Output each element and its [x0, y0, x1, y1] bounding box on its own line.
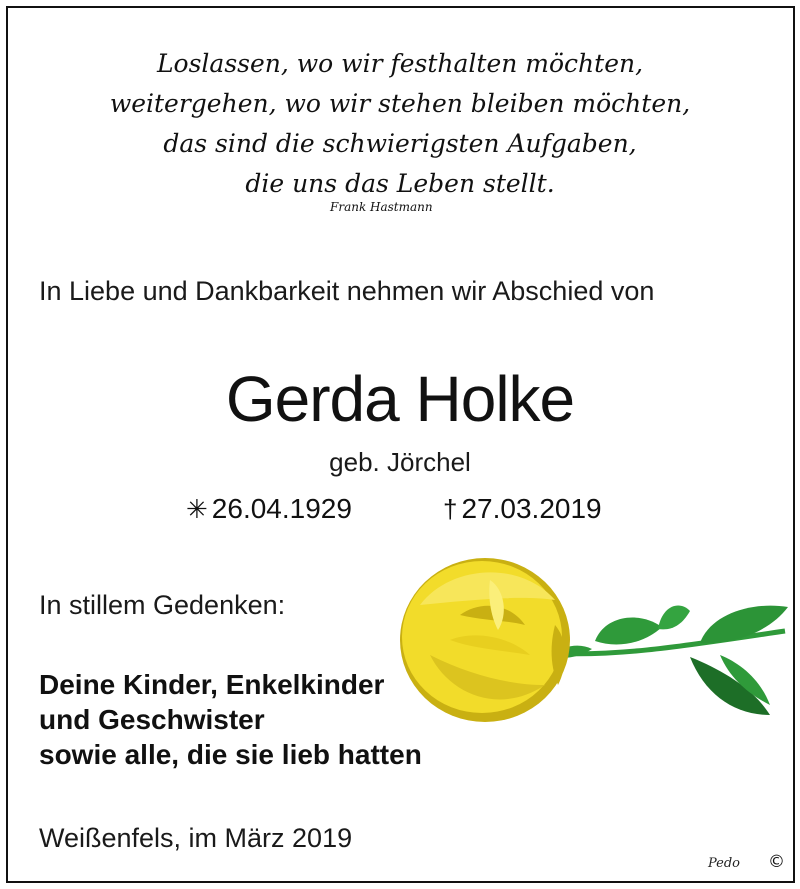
- rose-leaf: [658, 605, 690, 629]
- death-date: 27.03.2019: [461, 493, 602, 524]
- poem-line: das sind die schwierigsten Aufgaben,: [163, 129, 637, 158]
- intro-text: In Liebe und Dankbarkeit nehmen wir Abschied von: [39, 276, 655, 306]
- poem-line: Loslassen, wo wir festhalten möchten,: [156, 49, 644, 78]
- birth-date-group: [186, 493, 352, 525]
- copyright-icon: ©: [768, 852, 785, 872]
- birth-date: 26.04.1929: [211, 493, 352, 524]
- memorial-heading: In stillem Gedenken:: [39, 590, 286, 620]
- poem-line: die uns das Leben stellt.: [245, 169, 555, 198]
- place-date: Weißenfels, im März 2019: [39, 823, 353, 853]
- birth-star-icon: ✳: [186, 494, 208, 524]
- yellow-rose-image: [390, 545, 790, 745]
- mourners-line: und Geschwister: [39, 704, 265, 735]
- poem-line: weitergehen, wo wir stehen bleiben möchten,: [109, 89, 691, 118]
- deceased-name: Gerda Holke: [225, 363, 575, 435]
- mourners-line: Deine Kinder, Enkelkinder: [39, 669, 385, 700]
- mourners-line: sowie alle, die sie lieb hatten: [39, 739, 422, 770]
- mourners-list: [39, 667, 422, 772]
- death-date-group: [443, 493, 602, 525]
- poem-author: Frank Hastmann: [330, 200, 433, 214]
- maiden-name: geb. Jörchel: [329, 447, 471, 477]
- designer-signature: Pedo: [708, 856, 741, 871]
- rose-leaf: [595, 618, 662, 645]
- death-cross-icon: †: [443, 494, 458, 524]
- poem: [0, 44, 800, 204]
